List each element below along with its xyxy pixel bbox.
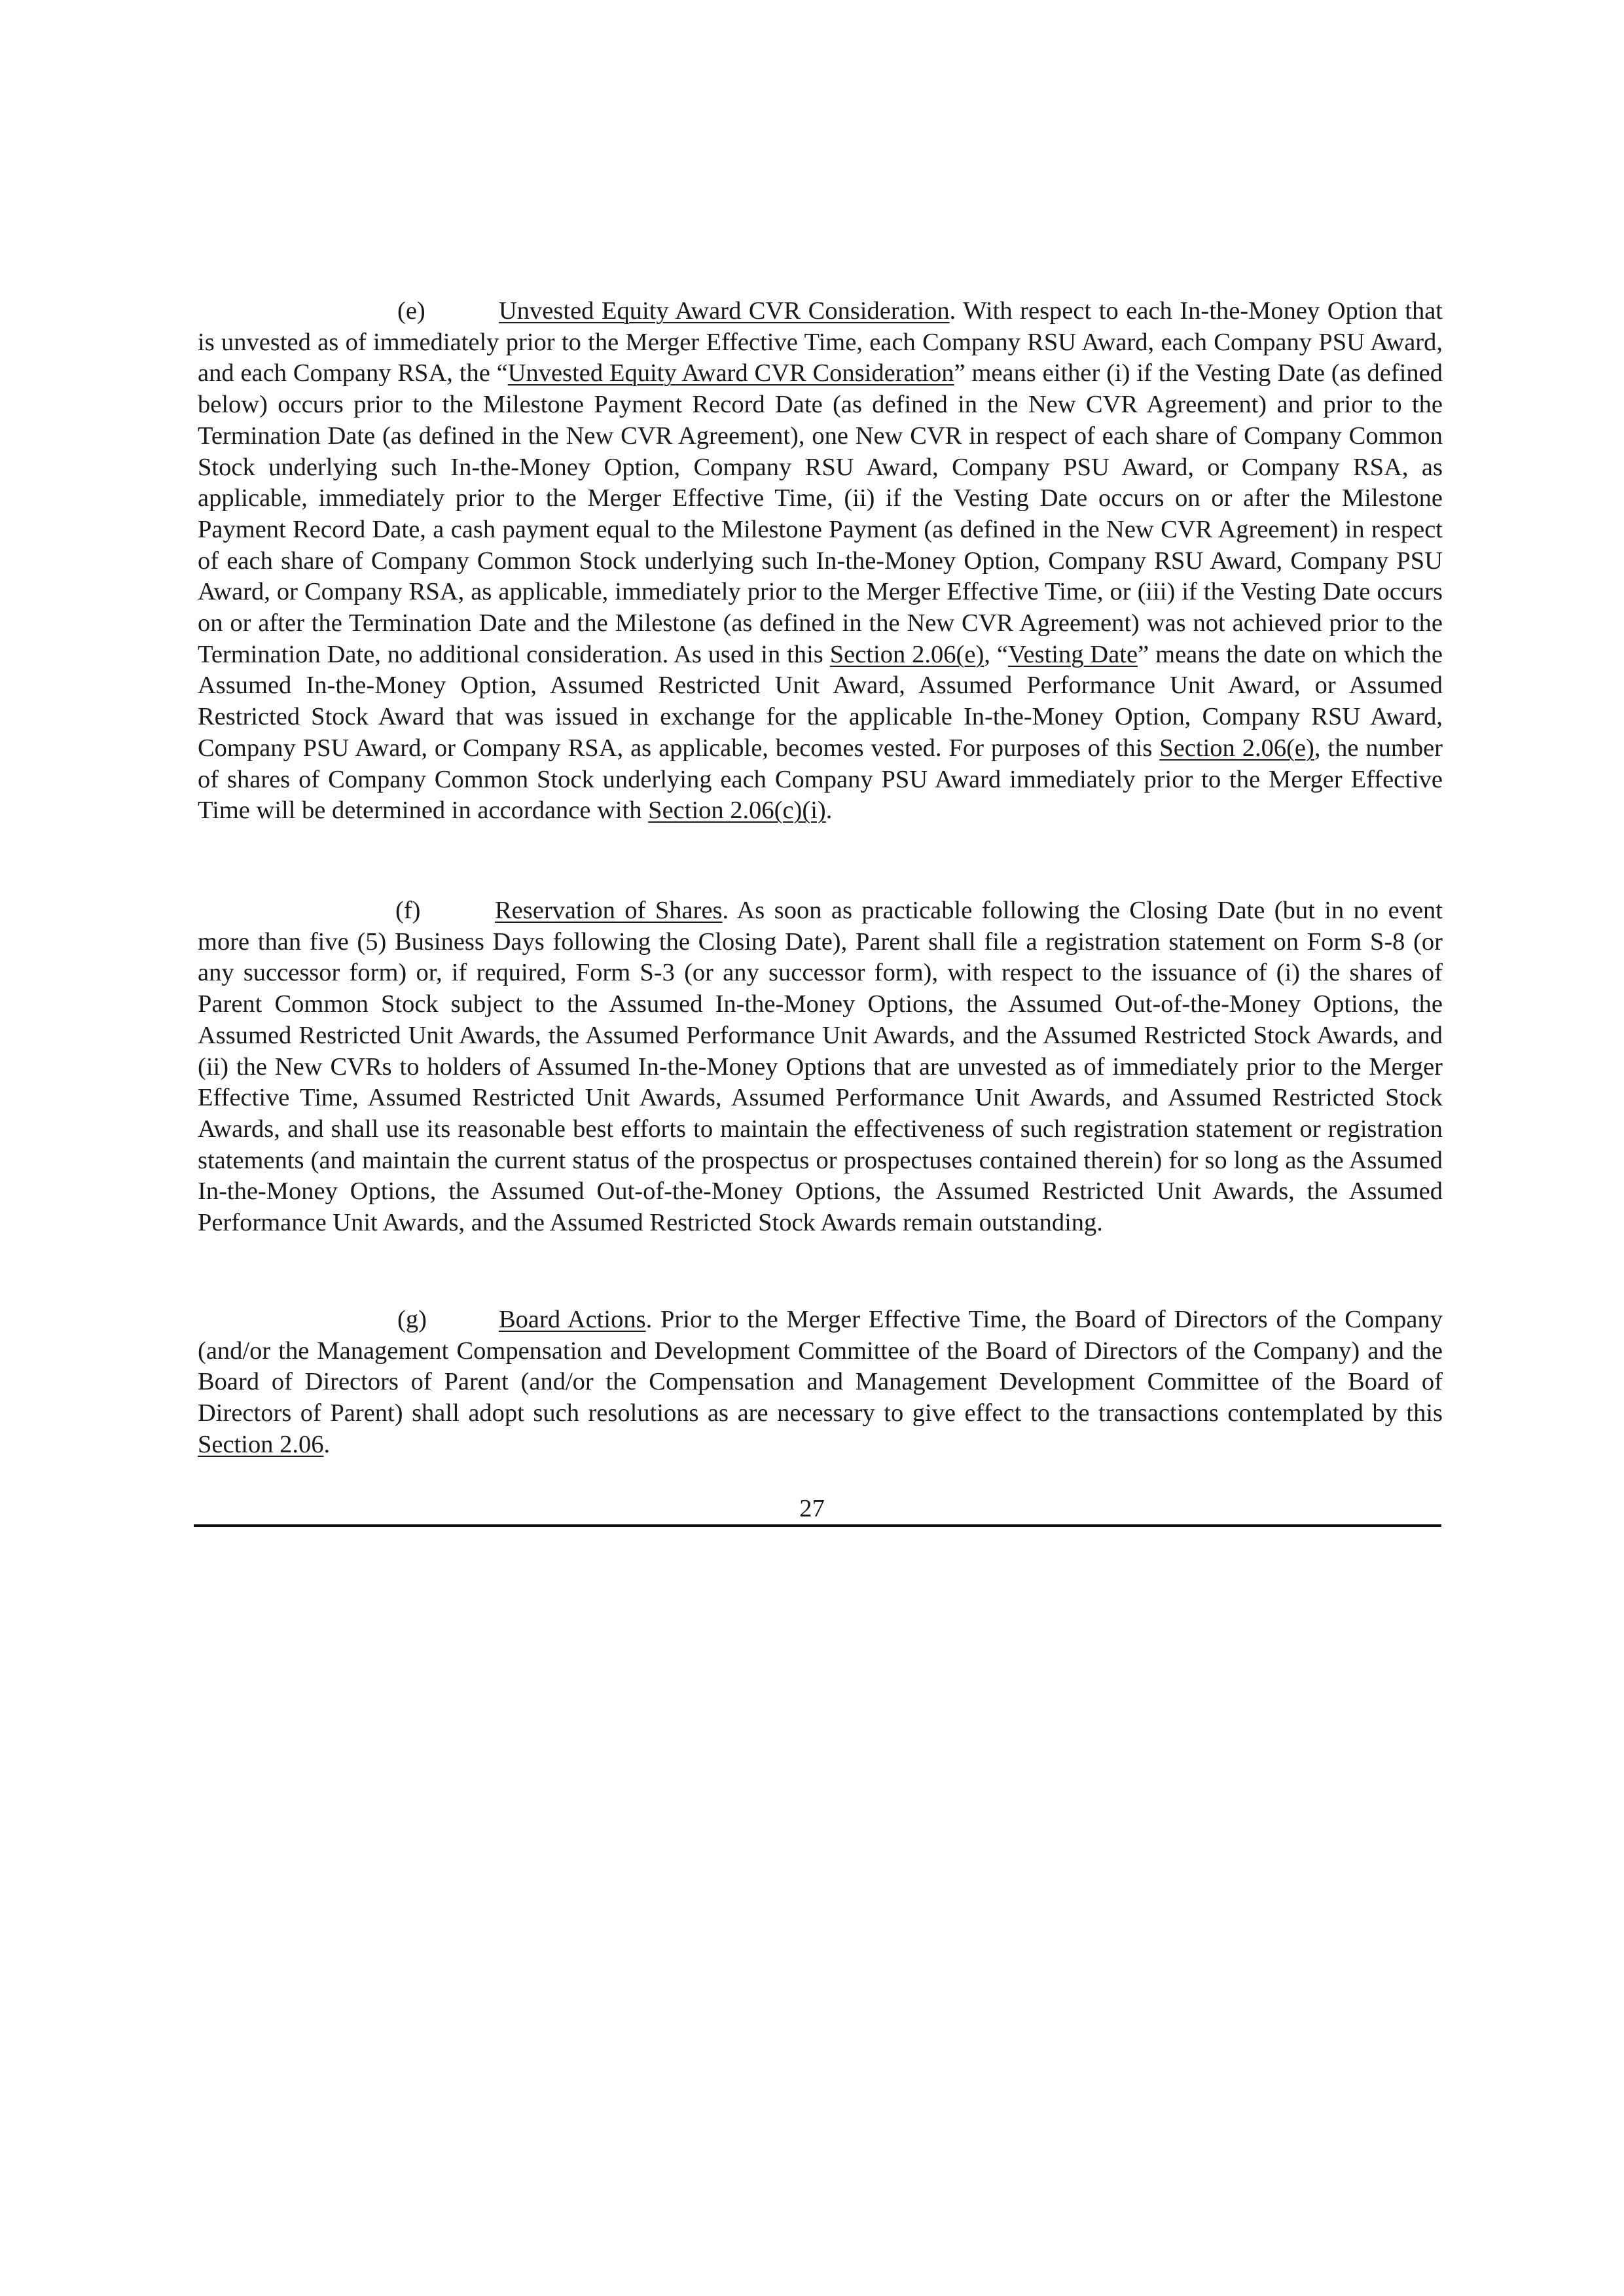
defined-term: Vesting Date xyxy=(1007,640,1138,668)
section-reference: Section 2.06 xyxy=(198,1430,324,1458)
paragraph-text: . xyxy=(825,797,833,825)
section-reference: Section 2.06(c)(i) xyxy=(648,797,826,825)
paragraph-heading-f: Reservation of Shares xyxy=(495,897,723,924)
paragraph-text: . With respect to each In-the-Money Option that is unvested as of immediately prior to the Merger Effective Time, each Company RSU Award, each Company PSU Award, and each Company RSA, the “ xyxy=(198,297,1443,387)
paragraph-e xyxy=(198,296,1443,827)
page-number: 27 xyxy=(799,1495,825,1522)
paragraph-marker-g: (g) xyxy=(397,1306,427,1333)
paragraph-heading-g: Board Actions xyxy=(499,1306,646,1333)
paragraph-text: ” means either (i) if the Vesting Date (as defined below) occurs prior to the Milestone Payment Record Date (as defined in the New CVR Agreement) and prior to the Termination Date (as defined in the New CVR Agreement), one New CVR in respect of each share of Company Common Stock underlying such In-the-Money Option, Company RSU Award, Company PSU Award, or Company RSA, as applicable, immediately prior to the Merger Effective Time, (ii) if the Vesting Date occurs on or after the Milestone Payment Record Date, a cash payment equal to the Milestone Payment (as defined in the New CVR Agreement) in respect of each share of Company Common Stock underlying such In-the-Money Option, Company RSU Award, Company PSU Award, or Company RSA, as applicable, immediately prior to the Merger Effective Time, or (iii) if the Vesting Date occurs on or after the Termination Date and the Milestone (as defined in the New CVR Agreement) was not achieved prior to the Termination Date, no additional consideration. As used in this xyxy=(198,359,1443,668)
paragraph-marker-f: (f) xyxy=(395,897,421,924)
paragraph-text: . As soon as practicable following the Closing Date (but in no event more than five (5) Business Days following the Closing Date), Parent shall file a registration statement on Form S-8 (or any successor form) or, if required, Form S-3 (or any successor form), with respect to the issuance of (i) the shares of Parent Common Stock subject to the Assumed In-the-Money Options, the Assumed Out-of-the-Money Options, the Assumed Restricted Unit Awards, the Assumed Performance Unit Awards, and the Assumed Restricted Stock Awards, and (ii) the New CVRs to holders of Assumed In-the-Money Options that are unvested as of immediately prior to the Merger Effective Time, Assumed Restricted Unit Awards, Assumed Performance Unit Awards, and Assumed Restricted Stock Awards, and shall use its reasonable best efforts to maintain the effectiveness of such registration statement or registration statements (and maintain the current status of the prospectus or prospectuses contained therein) for so long as the Assumed In-the-Money Options, the Assumed Out-of-the-Money Options, the Assumed Restricted Unit Awards, the Assumed Performance Unit Awards, and the Assumed Restricted Stock Awards remain outstanding. xyxy=(198,897,1443,1237)
paragraph-g xyxy=(198,1304,1443,1461)
section-reference: Section 2.06(e) xyxy=(1159,734,1314,762)
footer-rule xyxy=(194,1524,1441,1527)
paragraph-heading-e: Unvested Equity Award CVR Consideration xyxy=(499,297,950,325)
section-reference: Section 2.06(e) xyxy=(829,640,984,668)
paragraph-marker-e: (e) xyxy=(397,297,425,325)
paragraph-f xyxy=(198,895,1443,1239)
paragraph-text: . xyxy=(323,1430,331,1458)
paragraph-text: , the number of shares of Company Common Stock underlying each Company PSU Award immediately prior to the Merger Effective Time will be determined in accordance with xyxy=(198,734,1443,825)
paragraph-text: . Prior to the Merger Effective Time, the Board of Directors of the Company (and/or the Management Compensation and Development Committee of the Board of Directors of the Company) and the Board of Directors of Parent (and/or the Compensation and Management Development Committee of the Board of Directors of Parent) shall adopt such resolutions as are necessary to give effect to the transactions contemplated by this xyxy=(198,1306,1443,1427)
paragraph-text: , “ xyxy=(984,640,1008,668)
paragraph-text: ” means the date on which the Assumed In-the-Money Option, Assumed Restricted Unit Award, Assumed Performance Unit Award, or Assumed Restricted Stock Award that was issued in exchange for the applicable In-the-Money Option, Company RSU Award, Company PSU Award, or Company RSA, as applicable, becomes vested. For purposes of this xyxy=(198,640,1443,762)
defined-term: Unvested Equity Award CVR Consideration xyxy=(507,359,954,387)
